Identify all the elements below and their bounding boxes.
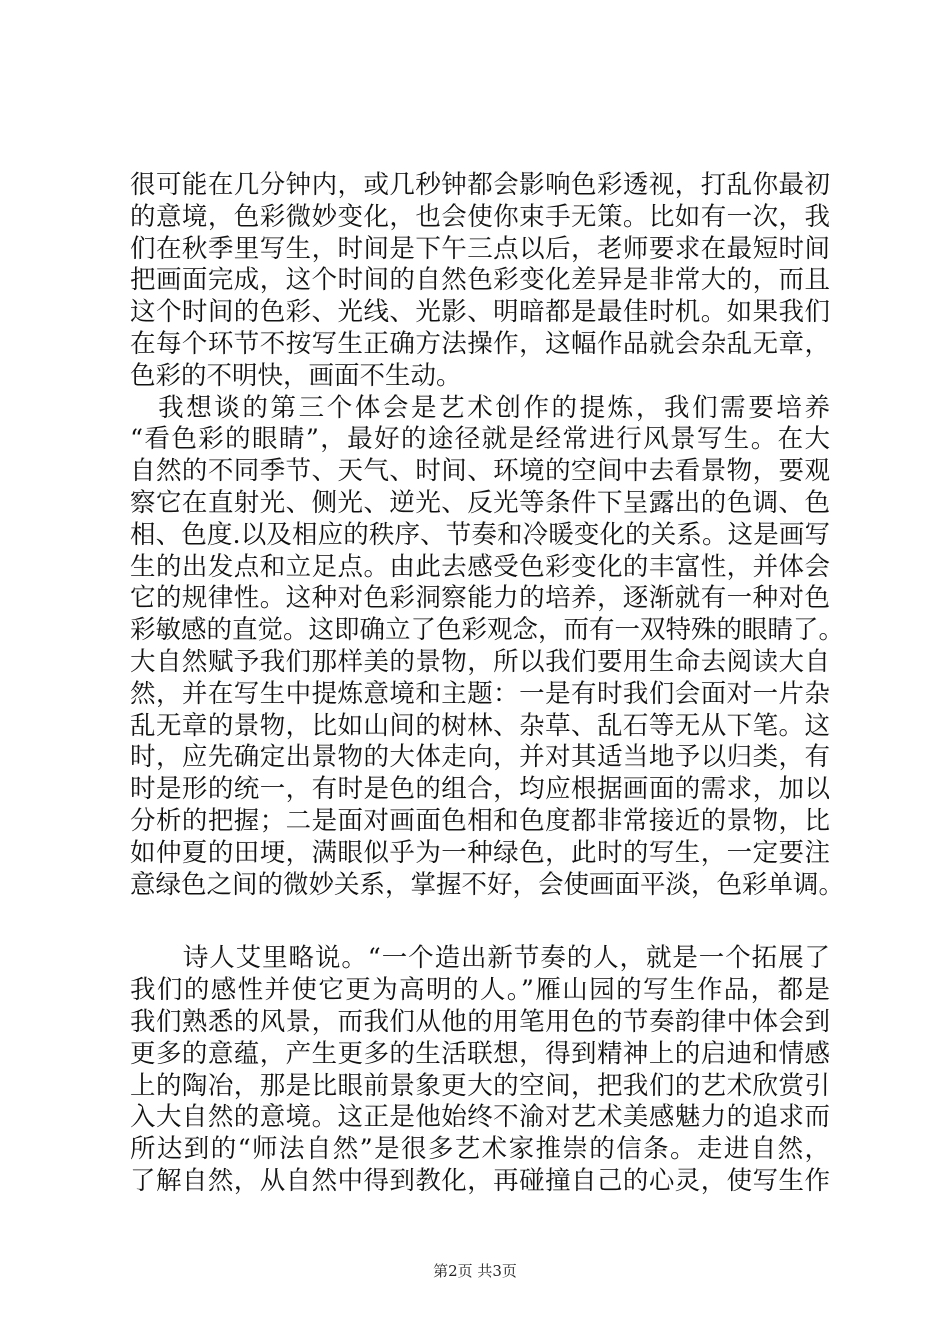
paragraph-gap bbox=[130, 901, 830, 943]
text-line: 在每个环节不按写生正确方法操作，这幅作品就会杂乱无章， bbox=[130, 328, 830, 359]
text-line: 时是形的统一，有时是色的组合，均应根据画面的需求，加以 bbox=[130, 774, 830, 805]
text-line: 分析的把握；二是面对画面色相和色度都非常接近的景物，比 bbox=[130, 805, 830, 836]
text-line: 察它在直射光、侧光、逆光、反光等条件下呈露出的色调、色 bbox=[130, 487, 830, 518]
text-line: 色彩的不明快，画面不生动。 bbox=[130, 360, 462, 391]
text-line: 意绿色之间的微妙关系，掌握不好，会使画面平淡，色彩单调。 bbox=[130, 869, 845, 900]
text-line: 的意境，色彩微妙变化，也会使你束手无策。比如有一次，我 bbox=[130, 201, 830, 232]
text-line: 更多的意蕴，产生更多的生活联想，得到精神上的启迪和情感 bbox=[130, 1038, 830, 1069]
paragraph-2 bbox=[130, 392, 845, 902]
text-line: 我们熟悉的风景，而我们从他的用笔用色的节奏韵律中体会到 bbox=[130, 1006, 830, 1037]
text-line: 们在秋季里写生，时间是下午三点以后，老师要求在最短时间 bbox=[130, 233, 830, 264]
text-line: 上的陶冶，那是比眼前景象更大的空间，把我们的艺术欣赏引 bbox=[130, 1070, 830, 1101]
text-line: 自然的不同季节、天气、时间、环境的空间中去看景物，要观 bbox=[130, 456, 830, 487]
text-line: 诗人艾里略说。“一个造出新节奏的人，就是一个拓展了 bbox=[130, 943, 830, 974]
paragraph-1 bbox=[130, 170, 830, 393]
text-line: 如仲夏的田埂，满眼似乎为一种绿色，此时的写生，一定要注 bbox=[130, 837, 830, 868]
text-line: 然，并在写生中提炼意境和主题：一是有时我们会面对一片杂 bbox=[130, 678, 830, 709]
page-number-footer: 第2页 共3页 bbox=[433, 1262, 517, 1280]
text-line: 把画面完成，这个时间的自然色彩变化差异是非常大的，而且 bbox=[130, 265, 830, 296]
paragraph-3 bbox=[130, 943, 830, 1197]
text-line: 大自然赋予我们那样美的景物，所以我们要用生命去阅读大自 bbox=[130, 646, 830, 677]
text-line: 这个时间的色彩、光线、光影、明暗都是最佳时机。如果我们 bbox=[130, 297, 830, 328]
text-line: 彩敏感的直觉。这即确立了色彩观念，而有一双特殊的眼睛了。 bbox=[130, 615, 845, 646]
text-line: 很可能在几分钟内，或几秒钟都会影响色彩透视，打乱你最初 bbox=[130, 170, 830, 200]
text-line: 生的出发点和立足点。由此去感受色彩变化的丰富性，并体会 bbox=[130, 551, 830, 582]
text-line: 时，应先确定出景物的大体走向，并对其适当地予以归类，有 bbox=[130, 742, 830, 773]
text-line: 我们的感性并使它更为高明的人。”雁山园的写生作品，都是 bbox=[130, 975, 830, 1006]
text-line: 它的规律性。这种对色彩洞察能力的培养，逐渐就有一种对色 bbox=[130, 583, 830, 614]
text-line: 所达到的“师法自然”是很多艺术家推崇的信条。走进自然， bbox=[130, 1134, 830, 1165]
body-text bbox=[130, 170, 845, 1198]
text-line: “看色彩的眼睛”，最好的途径就是经常进行风景写生。在大 bbox=[130, 424, 830, 455]
text-line: 乱无章的景物，比如山间的树林、杂草、乱石等无从下笔。这 bbox=[130, 710, 830, 741]
text-line: 了解自然，从自然中得到教化，再碰撞自己的心灵，使写生作 bbox=[130, 1165, 830, 1196]
text-line: 入大自然的意境。这正是他始终不渝对艺术美感魅力的追求而 bbox=[130, 1102, 830, 1133]
text-line: 相、色度.以及相应的秩序、节奏和冷暖变化的关系。这是画写 bbox=[130, 519, 830, 550]
text-line: 我想谈的第三个体会是艺术创作的提炼，我们需要培养 bbox=[130, 392, 830, 423]
